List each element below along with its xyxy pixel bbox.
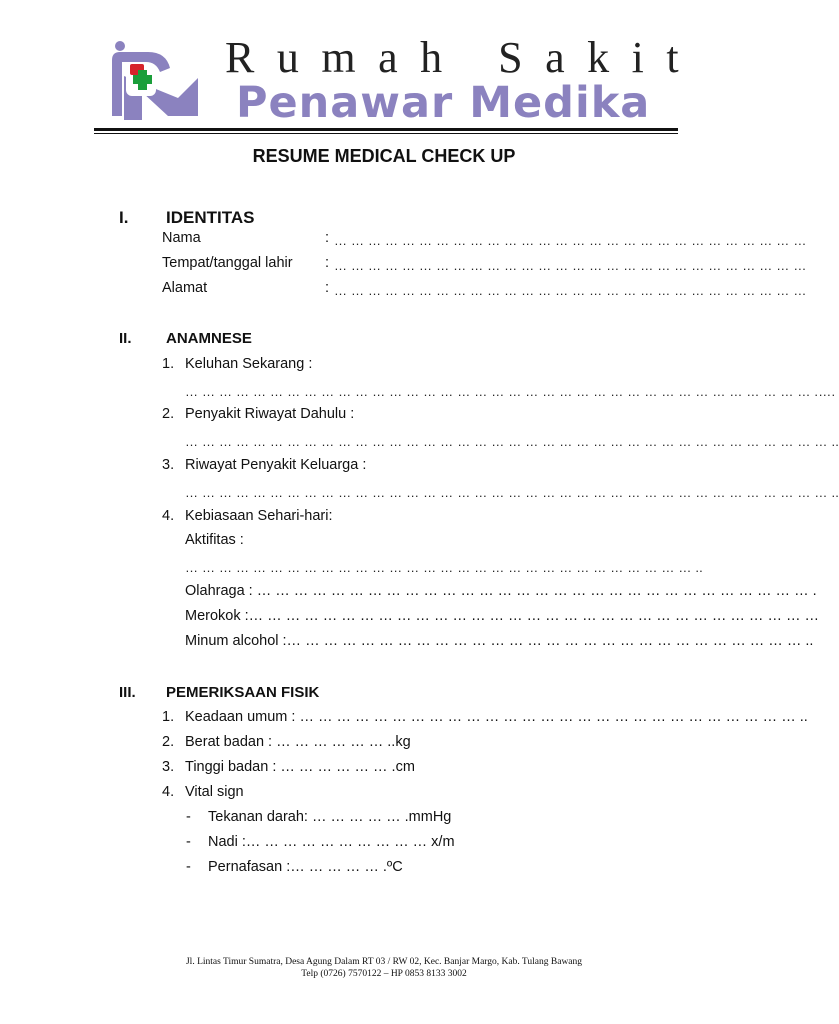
list-dash: - — [186, 809, 191, 825]
hospital-name-line1: Rumah Sakit — [225, 33, 702, 82]
item-label-riwayat-keluarga: Riwayat Penyakit Keluarga : — [185, 457, 367, 473]
item-keadaan-umum[interactable]: Keadaan umum : … … … … … … … … … … … … … … … … … … … … … … … … … … … .. — [185, 709, 808, 725]
item-minum-alcohol[interactable]: Minum alcohol :… … … … … … … … … … … … … … … … … … … … … … … … … … … … .. — [185, 633, 814, 649]
item-merokok[interactable]: Merokok :… … … … … … … … … … … … … … … … … … … … … … … … … … … … … … … — [185, 608, 820, 624]
header-rule-thin — [94, 133, 678, 134]
field-label-nama: Nama — [162, 230, 201, 246]
item-label-aktifitas: Aktifitas : — [185, 532, 244, 548]
footer-address: Jl. Lintas Timur Sumatra, Desa Agung Dalam RT 03 / RW 02, Kec. Banjar Margo, Kab. Tulang Bawang — [185, 957, 583, 967]
item-blank-riwayat-keluarga[interactable]: … … … … … … … … … … … … … … … … … … … … … … … … … … … … … … … … … … … … … … .. — [185, 485, 839, 500]
header-rule — [94, 128, 678, 131]
item-label-kebiasaan: Kebiasaan Sehari-hari: — [185, 508, 333, 524]
section-title-pemeriksaan: PEMERIKSAAN FISIK — [166, 684, 320, 701]
item-blank-riwayat-dahulu[interactable]: … … … … … … … … … … … … … … … … … … … … … … … … … … … … … … … … … … … … … … .. — [185, 434, 839, 449]
item-pernafasan[interactable]: Pernafasan :… … … … … .ºC — [208, 859, 403, 875]
list-number: 4. — [162, 784, 175, 800]
list-number: 1. — [162, 709, 175, 725]
item-blank-keluhan[interactable]: … … … … … … … … … … … … … … … … … … … … … … … … … … … … … … … … … … … … … .…. — [185, 384, 836, 399]
list-number: 3. — [162, 457, 175, 473]
field-blank-ttl[interactable]: … … … … … … … … … … … … … … … … … … … … … … … … … … … … — [334, 258, 807, 273]
item-label-riwayat-dahulu: Penyakit Riwayat Dahulu : — [185, 406, 355, 422]
hospital-name-line2: Penawar Medika — [236, 78, 651, 128]
document-title: RESUME MEDICAL CHECK UP — [252, 146, 516, 166]
field-blank-alamat[interactable]: … … … … … … … … … … … … … … … … … … … … … … … … … … … … — [334, 283, 807, 298]
list-dash: - — [186, 834, 191, 850]
hospital-logo — [108, 38, 204, 124]
section-number-pemeriksaan: III. — [119, 684, 136, 701]
field-label-ttl: Tempat/tanggal lahir — [162, 255, 293, 271]
field-sep: : — [325, 230, 330, 246]
list-number: 2. — [162, 734, 175, 750]
item-blank-aktifitas[interactable]: … … … … … … … … … … … … … … … … … … … … … … … … … … … … … … .. — [185, 560, 703, 575]
field-blank-nama[interactable]: … … … … … … … … … … … … … … … … … … … … … … … … … … … … — [334, 233, 807, 248]
item-vital-sign: Vital sign — [185, 784, 244, 800]
list-number: 1. — [162, 356, 175, 372]
list-number: 3. — [162, 759, 175, 775]
list-number: 4. — [162, 508, 175, 524]
section-number-identitas: I. — [119, 208, 129, 227]
item-olahraga[interactable]: Olahraga : … … … … … … … … … … … … … … … … … … … … … … … … … … … … … … . — [185, 583, 817, 599]
field-label-alamat: Alamat — [162, 280, 208, 296]
list-dash: - — [186, 859, 191, 875]
item-nadi[interactable]: Nadi :… … … … … … … … … … x/m — [208, 834, 455, 850]
list-number: 2. — [162, 406, 175, 422]
item-berat-badan[interactable]: Berat badan : … … … … … … ..kg — [185, 734, 411, 750]
field-sep: : — [325, 280, 330, 296]
item-label-keluhan: Keluhan Sekarang : — [185, 356, 313, 372]
field-sep: : — [325, 255, 330, 271]
item-tinggi-badan[interactable]: Tinggi badan : … … … … … … .cm — [185, 759, 415, 775]
item-tekanan-darah[interactable]: Tekanan darah: … … … … … .mmHg — [208, 809, 452, 825]
section-number-anamnese: II. — [119, 330, 132, 347]
footer-phone: Telp (0726) 7570122 – HP 0853 8133 3002 — [301, 969, 467, 979]
section-title-anamnese: ANAMNESE — [166, 330, 252, 347]
section-title-identitas: IDENTITAS — [166, 208, 255, 227]
